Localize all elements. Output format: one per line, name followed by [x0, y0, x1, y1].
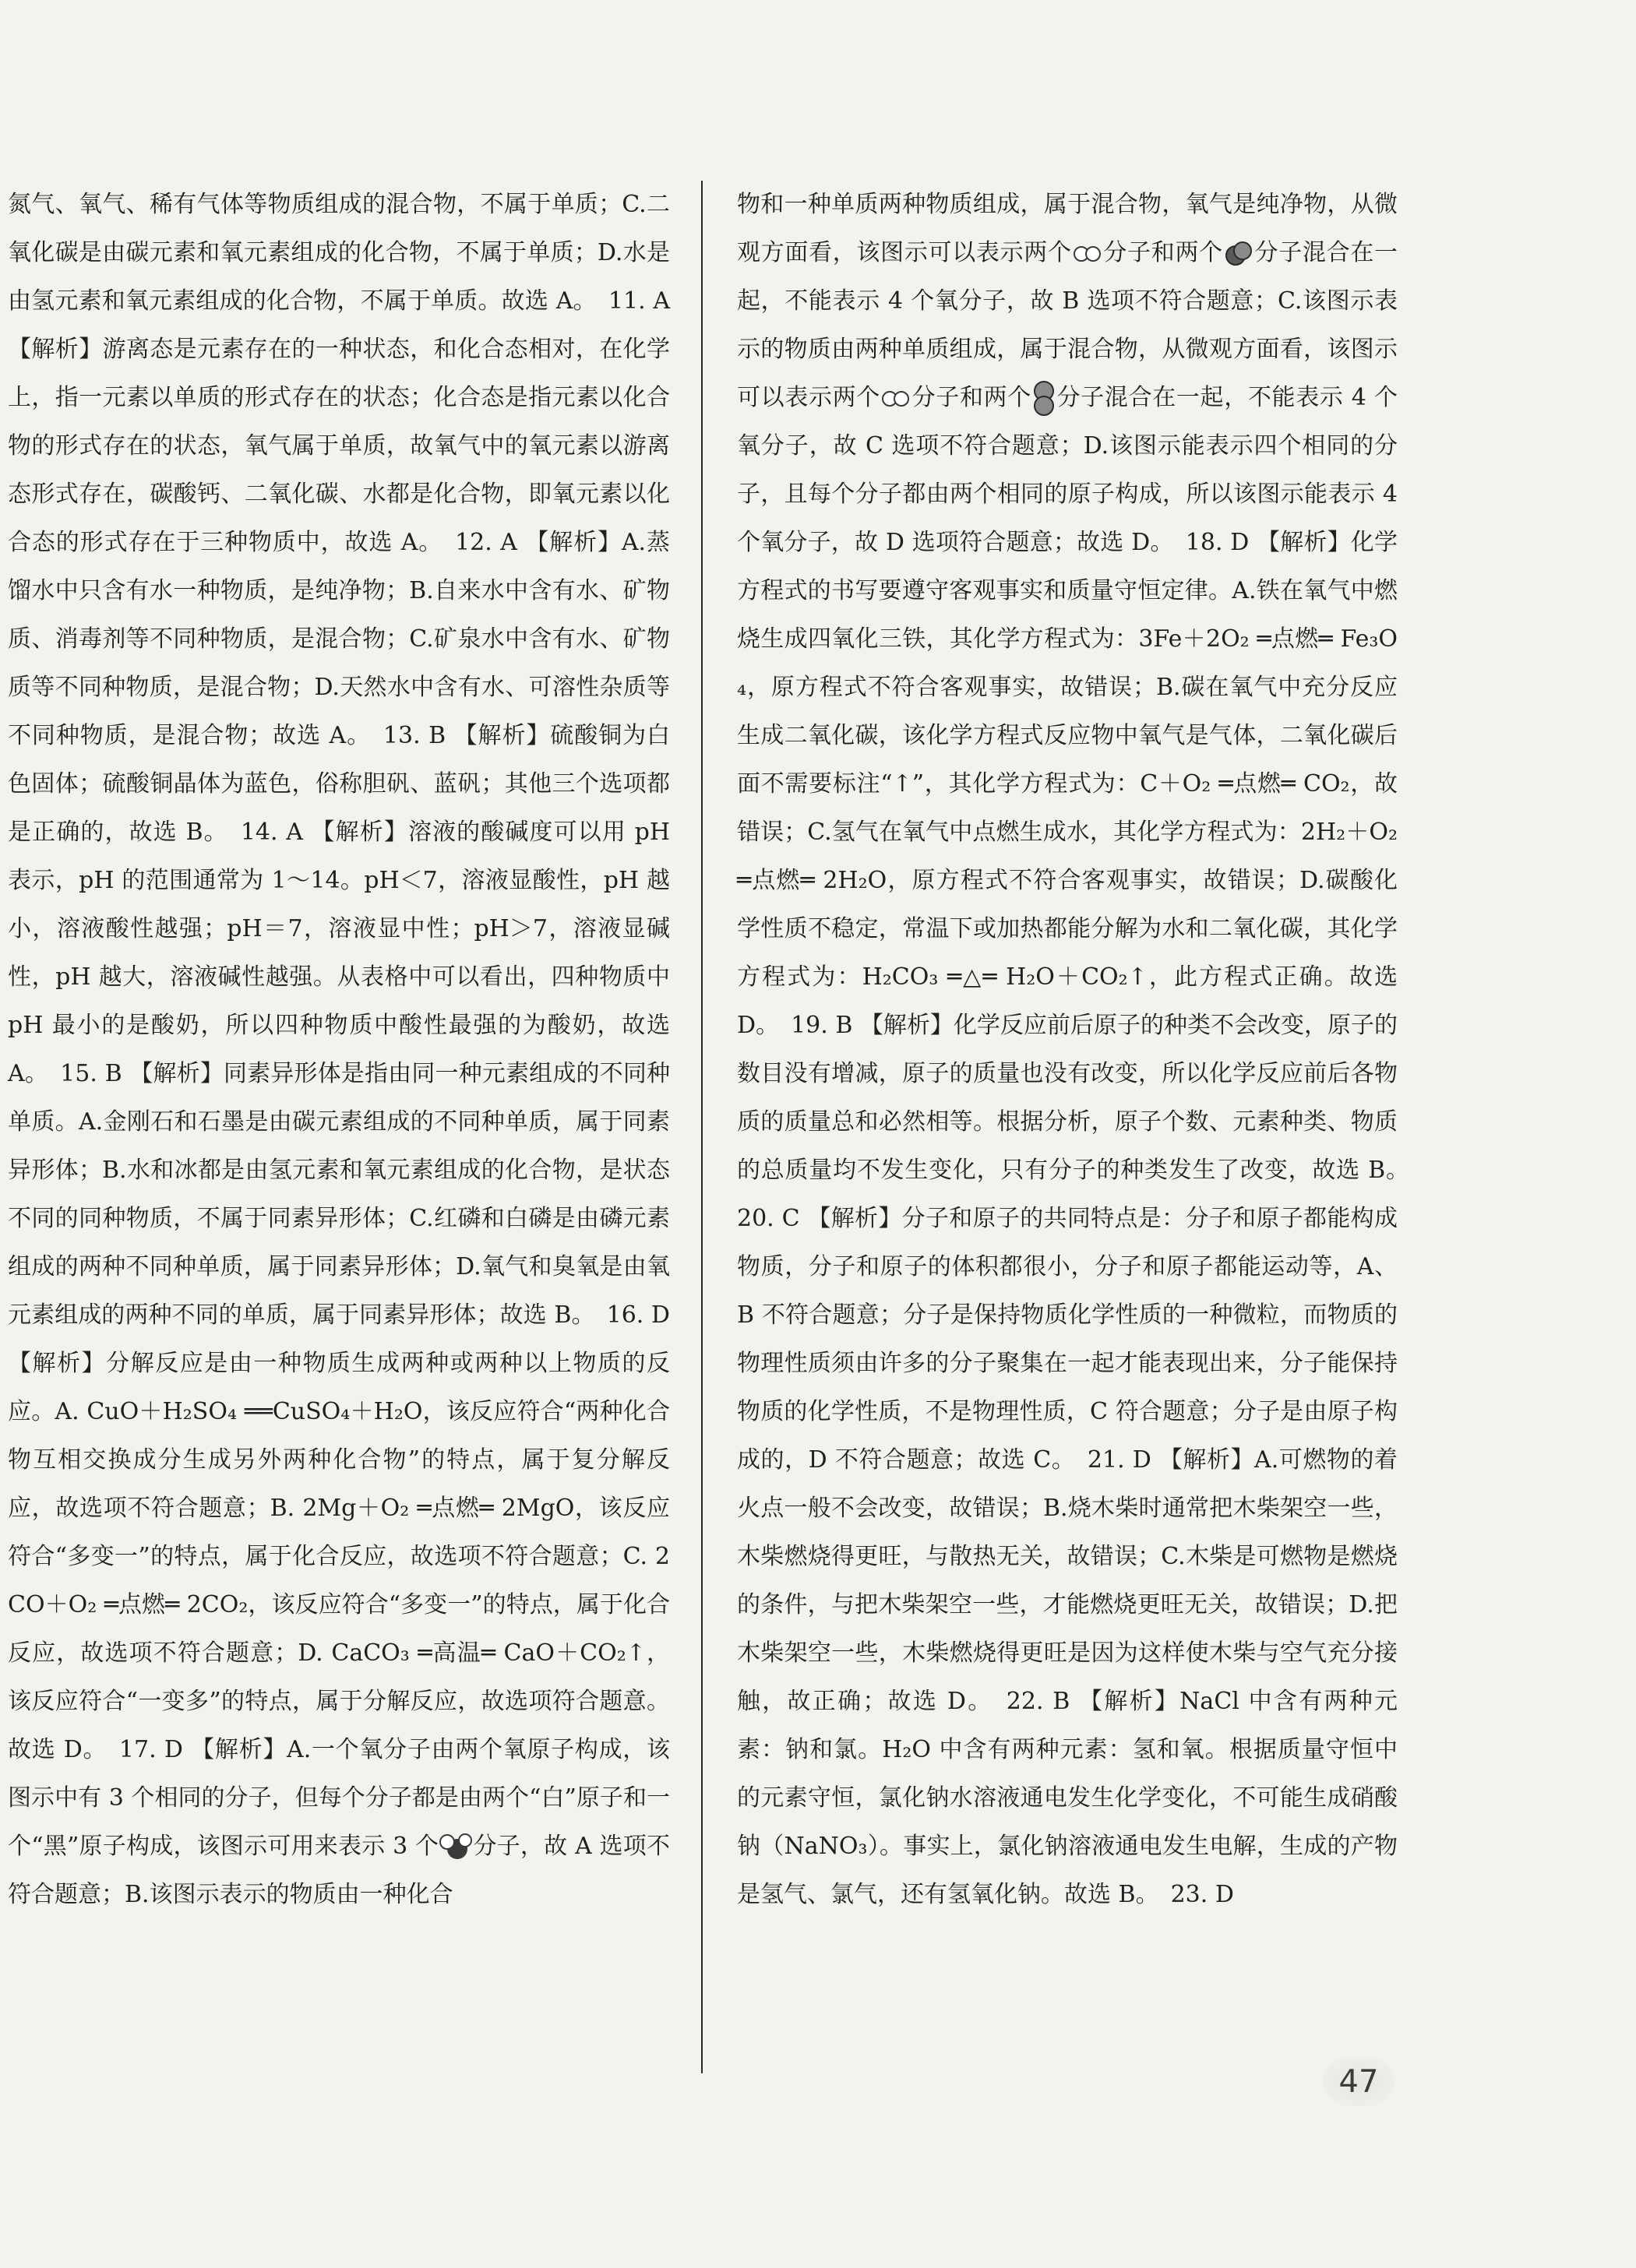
vertical-diatomic-molecule-icon [1031, 380, 1056, 417]
right-column-text-2: 分子和两个 [1102, 239, 1223, 266]
right-column-text-3: 分子混合在一起，不能表示 4 个氧分子，故 B 选项不符合题意；C.该图示表示的物质由两种单质组成，属于混合物，从微观方面看，该图示可以表示两个 [737, 239, 1398, 411]
right-column-text-5: 分子混合在一起，不能表示 4 个氧分子，故 C 选项不符合题意；D.该图示能表示四个相同的分子，且每个分子都由两个相同的原子构成，所以该图示能表示 4 个氧分子，故 D 选项符合题意；故选 D。 18. D 【解析】化学方程式的书写要遵守客观事实和质量守恒定律。A.铁在氧气中燃烧生成四氧化三铁，其化学方程式为：3Fe＋2O₂ ═点燃═ Fe₃O₄，原方程式不符合客观事实，故错误；B.碳在氧气中充分反应生成二氧化碳，该化学方程式反应物中氧气是气体，二氧化碳后面不需要标注“↑”，其化学方程式为：C＋O₂ ═点燃═ CO₂，故错误；C.氢气在氧气中点燃生成水，其化学方程式为：2H₂＋O₂ ═点燃═ 2H₂O，原方程式不符合客观事实，故错误；D.碳酸化学性质不稳定，常温下或加热都能分解为水和二氧化碳，其化学方程式为：H₂CO₃ ═△═ H₂O＋CO₂↑，此方程式正确。故选 D。 19. B 【解析】化学反应前后原子的种类不会改变，原子的数目没有增减，原子的质量也没有改变，所以化学反应前后各物质的质量总和必然相等。根据分析，原子个数、元素种类、物质的总质量均不发生变化，只有分子的种类发生了改变，故选 B。 20. C 【解析】分子和原子的共同特点是：分子和原子都能构成物质，分子和原子的体积都很小，分子和原子都能运动等，A、B 不符合题意；分子是保持物质化学性质的一种微粒，而物质的物理性质须由许多的分子聚集在一起才能表现出来，分子能保持物质的化学性质，不是物理性质，C 符合题意；分子是由原子构成的，D 不符合题意；故选 C。 21. D 【解析】A.可燃物的着火点一般不会改变，故错误；B.烧木柴时通常把木柴架空一些，木柴燃烧得更旺，与散热无关，故错误；C.木柴是可燃物是燃烧的条件，与把木柴架空一些，才能燃烧更旺无关，故错误；D.把木柴架空一些，木柴燃烧得更旺是因为这样使木柴与空气充分接触，故正确；故选 D。 22. B 【解析】NaCl 中含有两种元素：钠和氯。H₂O 中含有两种元素：氢和氧。根据质量守恒中的元素守恒，氯化钠水溶液通电发生化学变化，不可能生成硝酸钠（NaNO₃）。事实上，氯化钠溶液通电发生电解，生成的产物是氢气、氯气，还有氢氧化钠。故选 B。 23. D [737, 384, 1421, 1908]
right-column-text-4: 分子和两个 [911, 384, 1031, 411]
right-column [737, 181, 1421, 1919]
white-diatomic-molecule-icon-2 [880, 389, 911, 408]
left-column-text: 氮气、氧气、稀有气体等物质组成的混合物，不属于单质；C.二氧化碳是由碳元素和氧元素组成的化合物，不属于单质；D.水是由氢元素和氧元素组成的化合物，不属于单质。故选 A。 11. A 【解析】游离态是元素存在的一种状态，和化合态相对，在化学上，指一元素以单质的形式存在的状态；化合态是指元素以化合物的形式存在的状态，氧气属于单质，故氧气中的氧元素以游离态形式存在，碳酸钙、二氧化碳、水都是化合物，即氧元素以化合态的形式存在于三种物质中，故选 A。 12. A 【解析】A.蒸馏水中只含有水一种物质，是纯净物；B.自来水中含有水、矿物质、消毒剂等不同种物质，是混合物；C.矿泉水中含有水、矿物质等不同种物质，是混合物；D.天然水中含有水、可溶性杂质等不同种物质，是混合物；故选 A。 13. B 【解析】硫酸铜为白色固体；硫酸铜晶体为蓝色，俗称胆矾、蓝矾；其他三个选项都是正确的，故选 B。 14. A 【解析】溶液的酸碱度可以用 pH 表示，pH 的范围通常为 1～14。pH＜7，溶液显酸性，pH 越小，溶液酸性越强；pH＝7，溶液显中性；pH＞7，溶液显碱性，pH 越大，溶液碱性越强。从表格中可以看出，四种物质中 pH 最小的是酸奶，所以四种物质中酸性最强的为酸奶，故选 A。 15. B 【解析】同素异形体是指由同一种元素组成的不同种单质。A.金刚石和石墨是由碳元素组成的不同种单质，属于同素异形体；B.水和冰都是由氢元素和氧元素组成的化合物，是状态不同的同种物质，不属于同素异形体；C.红磷和白磷是由磷元素组成的两种不同种单质，属于同素异形体；D.氧气和臭氧是由氧元素组成的两种不同的单质，属于同素异形体；故选 B。 16. D 【解析】分解反应是由一种物质生成两种或两种以上物质的反应。A. CuO＋H₂SO₄ ══CuSO₄＋H₂O，该反应符合“两种化合物互相交换成分生成另外两种化合物”的特点，属于复分解反应，故选项不符合题意；B. 2Mg＋O₂ ═点燃═ 2MgO，该反应符合“多变一”的特点，属于化合反应，故选项不符合题意；C. 2CO＋O₂ ═点燃═ 2CO₂，该反应符合“多变一”的特点，属于化合反应，故选项不符合题意；D. CaCO₃ ═高温═ CaO＋CO₂↑，该反应符合“一变多”的特点，属于分解反应，故选项符合题意。故选 D。 17. D 【解析】A.一个氧分子由两个氧原子构成，该图示中有 3 个相同的分子，但每个分子都是由两个“白”原子和一个“黑”原子构成，该图示可用来表示 3 个 [8, 191, 670, 1860]
column-divider [701, 181, 703, 2073]
triatomic-molecule-icon [439, 1832, 473, 1863]
left-column [8, 181, 670, 1919]
left-column-text-continued: 分子，故 A 选项不符合题意；B.该图示表示的物质由一种化合 [8, 1833, 670, 1908]
right-column-text-1: 物和一种单质两种物质组成，属于混合物，氧气是纯净物，从微观方面看，该图示可以表示两个 [737, 191, 1398, 266]
white-diatomic-molecule-icon [1072, 245, 1103, 263]
page-number: 47 [1323, 2058, 1394, 2106]
dark-diatomic-molecule-icon [1223, 240, 1254, 268]
